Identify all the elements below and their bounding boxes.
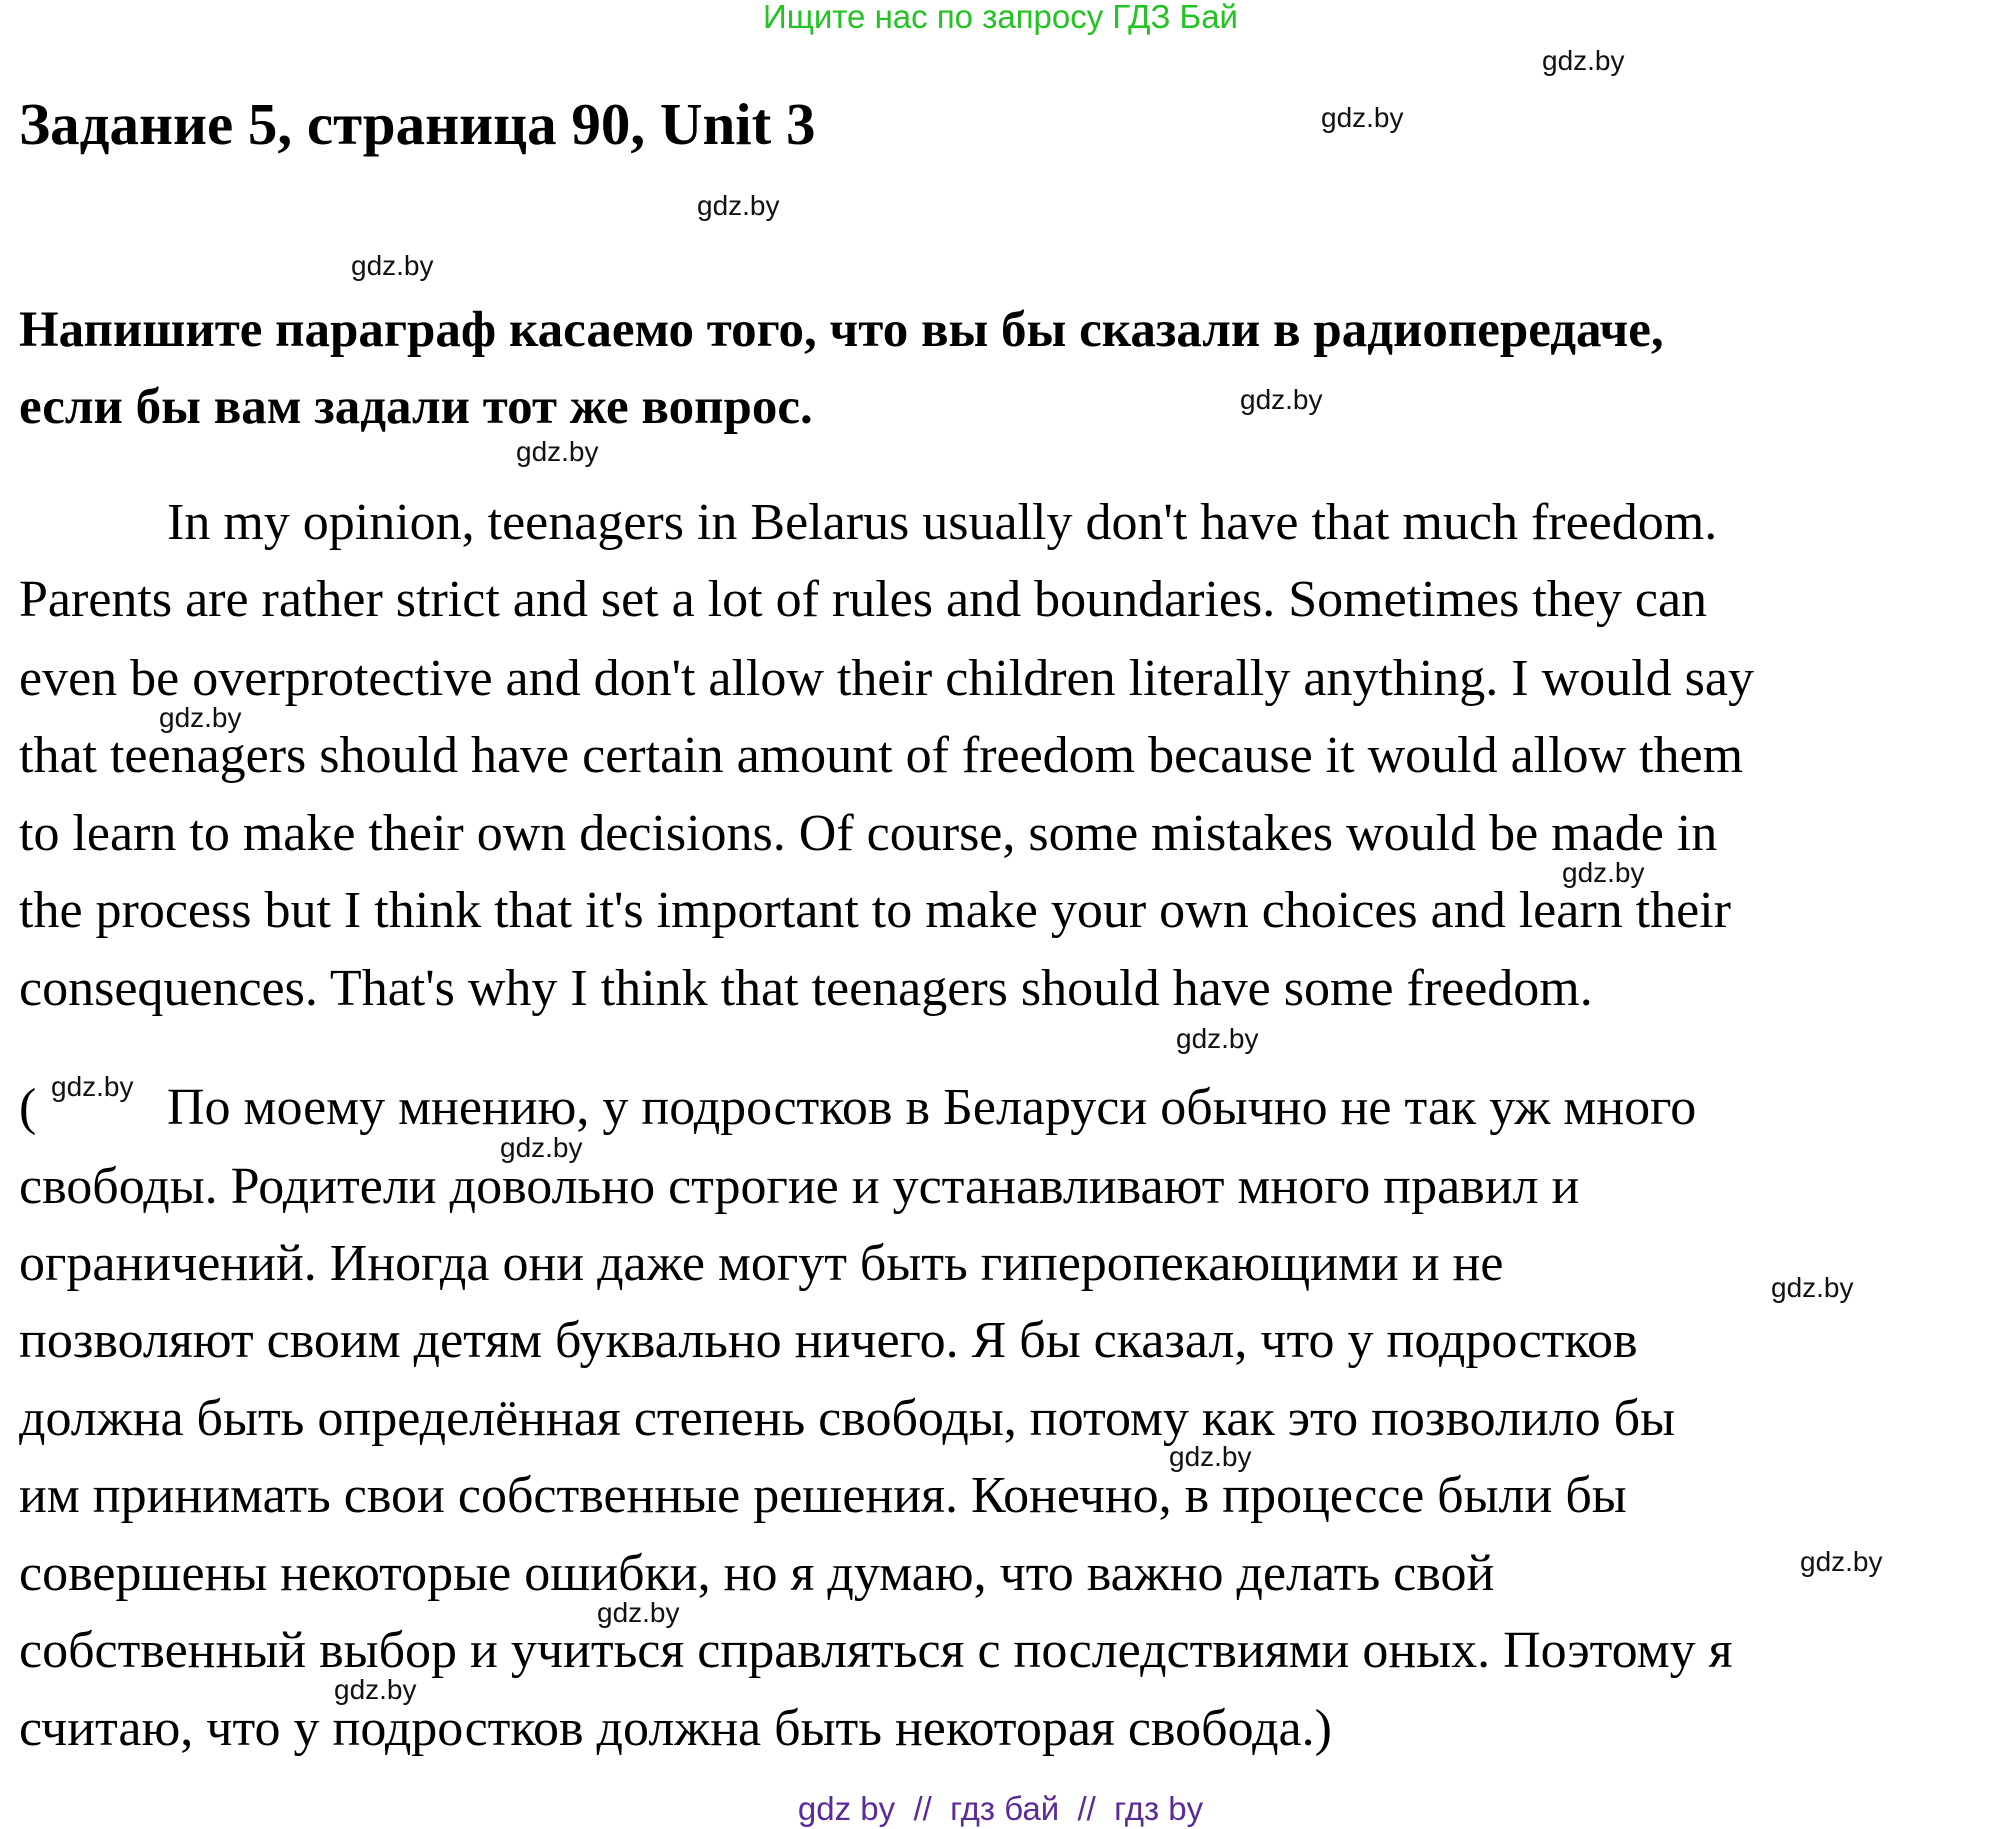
- footer-links[interactable]: gdz by // гдз бай // гдз by: [797, 1790, 1204, 1827]
- watermark: gdz.by: [1542, 45, 1625, 76]
- watermark: gdz.by: [1321, 102, 1404, 133]
- answer-ru-line: считаю, что у подростков должна быть некоторая свобода.): [19, 1700, 1332, 1757]
- watermark: gdz.by: [500, 1132, 583, 1163]
- answer-ru-open-paren: (: [19, 1079, 37, 1136]
- task-line: если бы вам задали тот же вопрос.: [19, 379, 813, 435]
- watermark: gdz.by: [334, 1674, 417, 1705]
- page-title: Задание 5, страница 90, Unit 3: [19, 91, 816, 157]
- answer-en-line: to learn to make their own decisions. Of course, some mistakes would be made in: [19, 805, 1718, 862]
- answer-en-line: In my opinion, teenagers in Belarus usually don't have that much freedom.: [167, 494, 1718, 551]
- watermark: gdz.by: [1176, 1023, 1259, 1054]
- watermark: gdz.by: [597, 1597, 680, 1628]
- watermark: gdz.by: [351, 250, 434, 281]
- answer-ru-line: должна быть определённая степень свободы, потому как это позволило бы: [19, 1390, 1676, 1447]
- answer-en-line: Parents are rather strict and set a lot of rules and boundaries. Sometimes they can: [19, 571, 1708, 628]
- answer-en-line: that teenagers should have certain amount of freedom because it would allow them: [19, 727, 1744, 784]
- watermark: gdz.by: [1169, 1441, 1252, 1472]
- answer-ru-line: позволяют своим детям буквально ничего. Я бы сказал, что у подростков: [19, 1312, 1638, 1369]
- answer-en-line: even be overprotective and don't allow their children literally anything. I would say: [19, 650, 1754, 707]
- answer-ru-line: им принимать свои собственные решения. Конечно, в процессе были бы: [19, 1467, 1627, 1524]
- watermark: gdz.by: [697, 190, 780, 221]
- watermark: gdz.by: [51, 1071, 134, 1102]
- answer-en-line: consequences. That's why I think that teenagers should have some freedom.: [19, 960, 1593, 1017]
- watermark: gdz.by: [1771, 1272, 1854, 1303]
- watermark: gdz.by: [1562, 857, 1645, 888]
- watermark: gdz.by: [159, 702, 242, 733]
- answer-ru-line: ограничений. Иногда они даже могут быть гиперопекающими и не: [19, 1235, 1504, 1292]
- answer-en-line: the process but I think that it's important to make your own choices and learn their: [19, 882, 1731, 939]
- answer-ru-line: По моему мнению, у подростков в Беларуси обычно не так уж много: [167, 1079, 1697, 1136]
- promo-link[interactable]: Ищите нас по запросу ГДЗ Бай: [763, 0, 1238, 35]
- watermark: gdz.by: [1800, 1546, 1883, 1577]
- task-line: Напишите параграф касаемо того, что вы бы сказали в радиопередаче,: [19, 302, 1664, 358]
- watermark: gdz.by: [1240, 384, 1323, 415]
- answer-ru-line: совершены некоторые ошибки, но я думаю, что важно делать свой: [19, 1545, 1495, 1602]
- answer-ru-line: собственный выбор и учиться справляться с последствиями оных. Поэтому я: [19, 1622, 1733, 1679]
- answer-ru-line: свободы. Родители довольно строгие и устанавливают много правил и: [19, 1158, 1580, 1215]
- watermark: gdz.by: [516, 436, 599, 467]
